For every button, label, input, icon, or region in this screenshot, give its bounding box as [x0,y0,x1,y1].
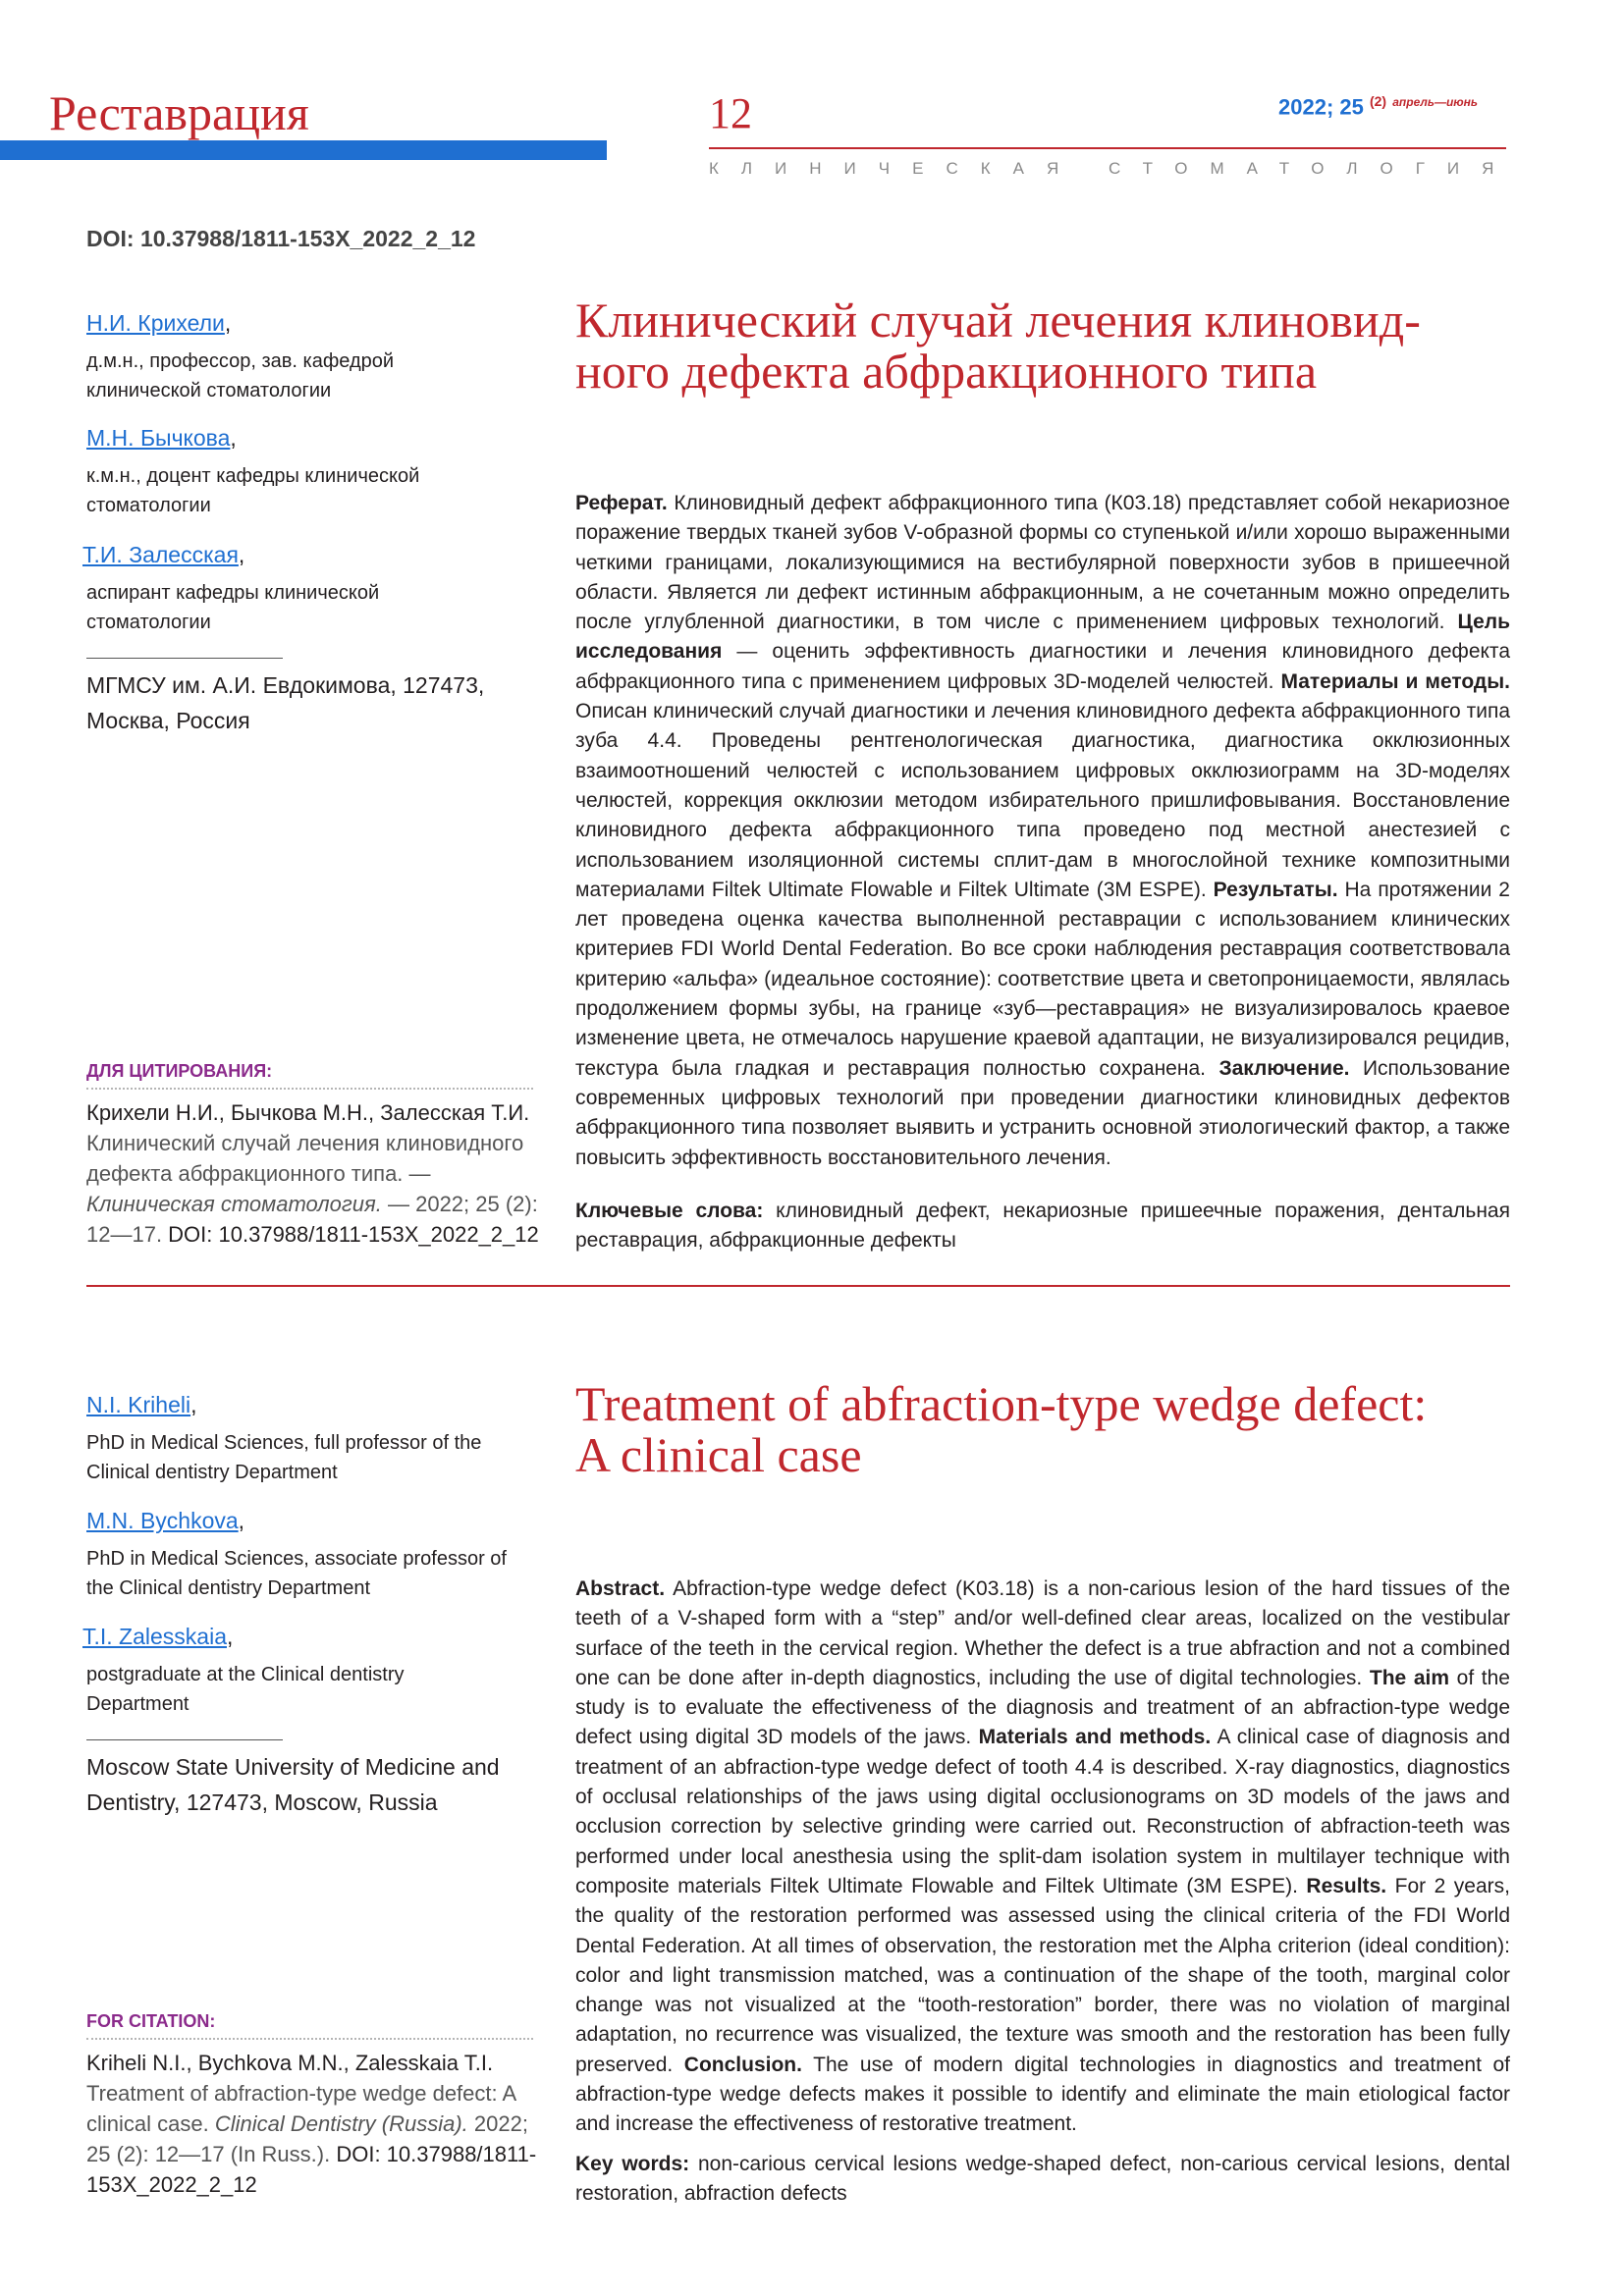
title-line: Treatment of abfraction-type wedge defect: [575,1376,1428,1431]
header-rule [709,147,1506,149]
citation-en [86,2048,540,2200]
dotted-divider [86,1088,533,1090]
issue-year: 2022; 25 [1278,94,1364,120]
title-line: ного дефекта абфракционного типа [575,344,1318,399]
keywords-ru [575,1197,1510,1255]
heading-results: Results. [1306,1874,1387,1897]
citation-heading: ДЛЯ ЦИТИРОВАНИЯ: [86,1061,273,1081]
keywords-text: клиновидный дефект, некариозные пришеечные поражения, дентальная реставрация, абфракционные дефекты [575,1200,1510,1252]
abstract-ru [575,489,1510,1173]
citation-title: Treatment of abfraction-type wedge defect: A clinical case. [86,2081,515,2136]
author-link[interactable]: Н.И. Крихели [86,310,225,336]
doi: DOI: 10.37988/1811-153X_2022_2_12 [86,226,476,251]
abstract-text: Использование современных цифровых технологий при проведении диагностики клиновидных дефектов абфракционного типа позволяет выявить и устранить основной этиологический фактор, а также повысить эффективность восстановительного лечения. [575,1056,1511,1169]
title-line: A clinical case [575,1427,862,1482]
author-affiliation: аспирант кафедры клинической стоматологии [86,582,380,633]
abstract-text: A clinical case of diagnosis and treatment of an abfraction-type wedge defect of tooth 4.4 is described. X-ray diagnostics, diagnostics of occlusal relationships of the jaws using digital occlusionograms on 3D models of the jaws and occlusion correction by selective grinding were carried out. Reconstruction of abfraction-teeth was performed under local anesthesia using the split-dam isolation system in multilayer technique with composite materials Filtek Ultimate Flowable and Filtek Ultimate (3M ESPE). [575,1726,1511,1897]
heading-aim: Цель исследования [575,611,1510,664]
title-line: Клинический случай лечения клиновид- [575,293,1421,347]
abstract-text: На протяжении 2 лет проведена оценка качества выполненной реставрации с использованием клинических критериев FDI World Dental Federation. Во все сроки наблюдения реставрация соответствовала критерию «альфа» (идеальное состояние): соответствие цвета и светопроницаемости, являлась продолжением формы зубы, на границе «зуб—реставрация» не визуализировалось краевое изменение цвета, не отмечалось нарушение краевой адаптации, не визуализировался рецидив, текстура была гладкая и реставрация полностью сохранена. [575,878,1510,1080]
journal-name: КЛИНИЧЕСКАЯ СТОМАТОЛОГИЯ [709,159,1517,178]
citation-doi: DOI: 10.37988/1811-153X_2022_2_12 [86,2142,537,2197]
en-author-2: M.N. Bychkova, PhD in Medical Sciences, associate professor of the Clinical dentistry Department [86,1508,518,1603]
citation-details: 2022; 25 (2): 12—17 (In Russ.). [86,2111,528,2166]
citation-heading: FOR CITATION: [86,2011,216,2031]
author-affiliation: PhD in Medical Sciences, associate professor of the Clinical dentistry Department [86,1548,507,1599]
en-author-3: T.I. Zalesskaia, postgraduate at the Clinical dentistry Department [82,1624,460,1719]
author-affiliation: postgraduate at the Clinical dentistry Department [86,1664,405,1715]
citation-title: Клинический случай лечения клиновидного дефекта абфракционного типа. — [86,1131,524,1186]
page-number: 12 [709,89,752,137]
author-affiliation: к.м.н., доцент кафедры клинической стоматологии [86,465,420,516]
heading-methods: Материалы и методы. [1280,669,1510,693]
citation-journal: Clinical Dentistry (Russia). [214,2111,468,2136]
abstract-text: The use of modern digital technologies in diagnostics and treatment of abfraction-type wedge defects makes it possible to identify and eliminate the main etiological factor and increase the effectiveness of restorative treatment. [575,2053,1510,2136]
author-affiliation: д.м.н., профессор, зав. кафедрой клинической стоматологии [86,350,395,401]
ru-author-1: Н.И. Крихели, д.м.н., профессор, зав. кафедрой клинической стоматологии [86,310,499,405]
abstract-text: of the study is to evaluate the effectiveness of the diagnosis and treatment of an abfraction-type wedge defect using digital 3D models of the jaws. [575,1666,1510,1749]
heading-conclusion: Conclusion. [683,2053,802,2076]
heading-results: Результаты. [1213,878,1338,901]
keywords-text: non-carious cervical lesions wedge-shaped defect, non-carious cervical lesions, dental restoration, abfraction defects [575,2153,1510,2205]
issue-months: апрель—июнь [1392,95,1479,109]
author-link[interactable]: T.I. Zalesskaia [82,1624,227,1649]
section-color-bar [0,140,607,160]
divider [86,1739,283,1740]
section-divider [86,1285,1510,1287]
issue-number: (2) [1369,93,1387,109]
heading-abstract: Abstract. [575,1577,666,1600]
citation-authors: Крихели Н.И., Бычкова М.Н., Залесская Т.И. [86,1100,530,1125]
author-link[interactable]: М.Н. Бычкова [86,425,231,451]
citation-authors: Kriheli N.I., Bychkova M.N., Zalesskaia T.I. [86,2051,494,2075]
abstract-text: Клиновидный дефект абфракционного типа (К03.18) представляет собой некариозное поражение твердых тканей зубов V-образной формы со ступенькой и/или хорошо выраженными четкими границами, локализующимися на вестибулярной поверхности зубов в пришеечной области. Является ли дефект истинным абфракционным, а не сочетанным можно определить после углубленной диагностики, в том числе с применением цифровых технологий. [575,492,1510,634]
citation-doi: DOI: 10.37988/1811-153X_2022_2_12 [168,1222,539,1247]
citation-ru [86,1097,540,1250]
keywords-label: Key words: [575,2153,690,2175]
abstract-text: Abfraction-type wedge defect (K03.18) is a non-carious lesion of the hard tissues of the teeth of a V-shaped form with a “step” and/or well-defined clear areas, localized on the vestibular surface of the teeth in the cervical region. Whether the defect is a true abfraction and not a combined one can be done after in-depth diagnostics, including the use of digital technologies. [575,1577,1510,1689]
author-affiliation: PhD in Medical Sciences, full professor of the Clinical dentistry Department [86,1432,482,1483]
issue-info [1278,94,1478,118]
abstract-text: Описан клинический случай диагностики и лечения клиновидного дефекта абфракционного типа зуба 4.4. Проведены рентгенологическая диагностика, диагностика окклюзионных взаимоотношений челюстей с использованием цифровых окклюзиограмм на 3D-моделях челюстей, коррекция окклюзии методом избирательного пришлифовывания. Восстановление клиновидного дефекта абфракционного типа проведено под местной анестезией с использованием изоляционной системы сплит-дам в многослойной технике композитными материалами Filtek Ultimate Flowable и Filtek Ultimate (3M ESPE). [575,700,1510,901]
institution: МГМСУ им. А.И. Евдокимова, 127473, Москва, Россия [86,672,485,733]
heading-methods: Materials and methods. [978,1726,1212,1749]
author-link[interactable]: N.I. Kriheli [86,1392,191,1417]
author-link[interactable]: Т.И. Залесская [82,542,239,567]
abstract-text: For 2 years, the quality of the restoration performed was assessed using the clinical criteria of the FDI World Dental Federation. At all times of observation, the restoration met the Alpha criterion (ideal condition): color and light transmission matched, was a continuation of the shape of the tooth, marginal color change was not visualized at the “tooth-restoration” border, there was no violation of marginal adaptation, no recurrence was visualized, the texture was smooth and the restoration has been fully preserved. [575,1874,1510,2076]
ru-author-2: М.Н. Бычкова, к.м.н., доцент кафедры клинической стоматологии [86,425,499,520]
article-title-ru [575,294,1518,397]
dotted-divider [86,2038,533,2040]
institution: Moscow State University of Medicine and Dentistry, 127473, Moscow, Russia [86,1754,500,1815]
abstract-en [575,1575,1510,2140]
en-author-1: N.I. Kriheli, PhD in Medical Sciences, full professor of the Clinical dentistry Department [86,1392,518,1487]
citation-journal: Клиническая стоматология. [86,1192,382,1216]
keywords-en [575,2150,1510,2209]
author-link[interactable]: M.N. Bychkova [86,1508,239,1533]
heading-conclusion: Заключение. [1218,1056,1350,1080]
abstract-text: — оценить эффективность диагностики и лечения клиновидного дефекта абфракционного типа с применением цифровых 3D-моделей челюстей. [575,640,1510,693]
heading-aim: The aim [1369,1666,1450,1689]
heading-ref: Реферат. [575,492,668,514]
section-title: Реставрация [49,85,309,140]
divider [86,658,283,659]
citation-details: — 2022; 25 (2): 12—17. [86,1192,538,1247]
article-title-en [575,1378,1518,1480]
keywords-label: Ключевые слова: [575,1200,764,1222]
ru-author-3: Т.И. Залесская, аспирант кафедры клинической стоматологии [82,542,499,637]
